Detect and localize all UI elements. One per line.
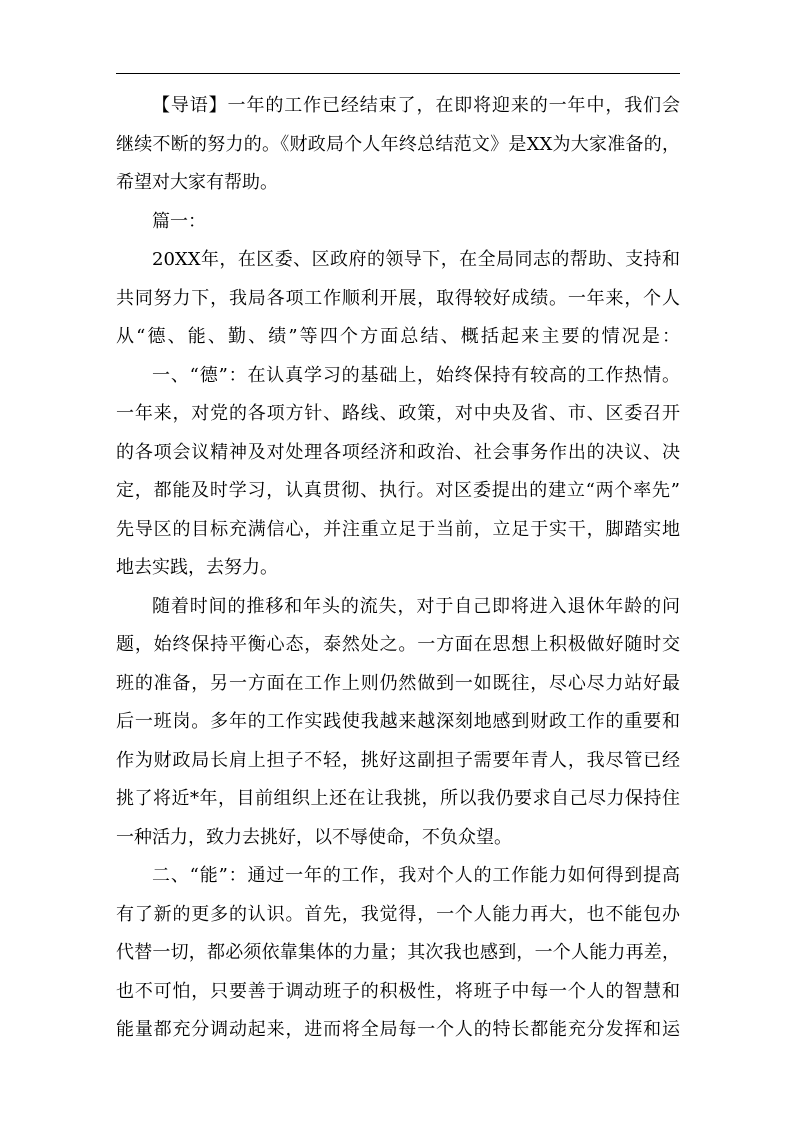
body-line: 的各项会议精神及对处理各项经济和政治、社会事务作出的决议、决 — [116, 442, 680, 463]
body-line: 从“德、能、勤、绩”等四个方面总结、概括起来主要的情况是： — [116, 326, 680, 347]
body-line: 一种活力，致力去挑好，以不辱使命，不负众望。 — [116, 827, 512, 848]
body-line: 能量都充分调动起来，进而将全局每一个人的特长都能充分发挥和运 — [116, 1019, 680, 1040]
body-line: 二、“能”：通过一年的工作，我对个人的工作能力如何得到提高 — [152, 865, 680, 886]
body-line: 作为财政局长肩上担子不轻，挑好这副担子需要年青人，我尽管已经 — [116, 750, 680, 771]
intro-line: 【导语】一年的工作已经结束了，在即将迎来的一年中，我们会 — [152, 95, 680, 116]
body-line: 共同努力下，我局各项工作顺利开展，取得较好成绩。一年来，个人 — [116, 288, 680, 309]
intro-line: 希望对大家有帮助。 — [116, 172, 278, 193]
body-line: 随着时间的推移和年头的流失，对于自己即将进入退休年龄的问 — [152, 596, 680, 617]
body-line: 题，始终保持平衡心态，泰然处之。一方面在思想上积极做好随时交 — [116, 634, 680, 655]
body-line: 一年来，对党的各项方针、路线、政策，对中央及省、市、区委召开 — [116, 403, 680, 424]
intro-line: 继续不断的努力的。《财政局个人年终总结范文》是XX为大家准备的， — [116, 134, 680, 155]
section-heading: 篇一： — [152, 211, 206, 232]
body-line: 定，都能及时学习，认真贯彻、执行。对区委提出的建立“两个率先” — [116, 480, 680, 501]
body-line: 20XX年，在区委、区政府的领导下，在全局同志的帮助、支持和 — [152, 249, 680, 270]
body-line: 先导区的目标充满信心，并注重立足于当前，立足于实干，脚踏实地 — [116, 519, 680, 540]
body-line: 班的准备，另一方面在工作上则仍然做到一如既往，尽心尽力站好最 — [116, 673, 680, 694]
body-line: 也不可怕，只要善于调动班子的积极性，将班子中每一个人的智慧和 — [116, 981, 680, 1002]
body-line: 挑了将近*年，目前组织上还在让我挑，所以我仍要求自己尽力保持住 — [116, 788, 680, 809]
body-line: 地去实践，去努力。 — [116, 557, 278, 578]
body-line: 代替一切，都必须依靠集体的力量；其次我也感到，一个人能力再差， — [116, 942, 680, 963]
body-line: 后一班岗。多年的工作实践使我越来越深刻地感到财政工作的重要和 — [116, 711, 680, 732]
body-line: 有了新的更多的认识。首先，我觉得，一个人能力再大，也不能包办 — [116, 904, 680, 925]
body-line: 一、“德”：在认真学习的基础上，始终保持有较高的工作热情。 — [152, 365, 680, 386]
header-rule — [116, 73, 680, 74]
